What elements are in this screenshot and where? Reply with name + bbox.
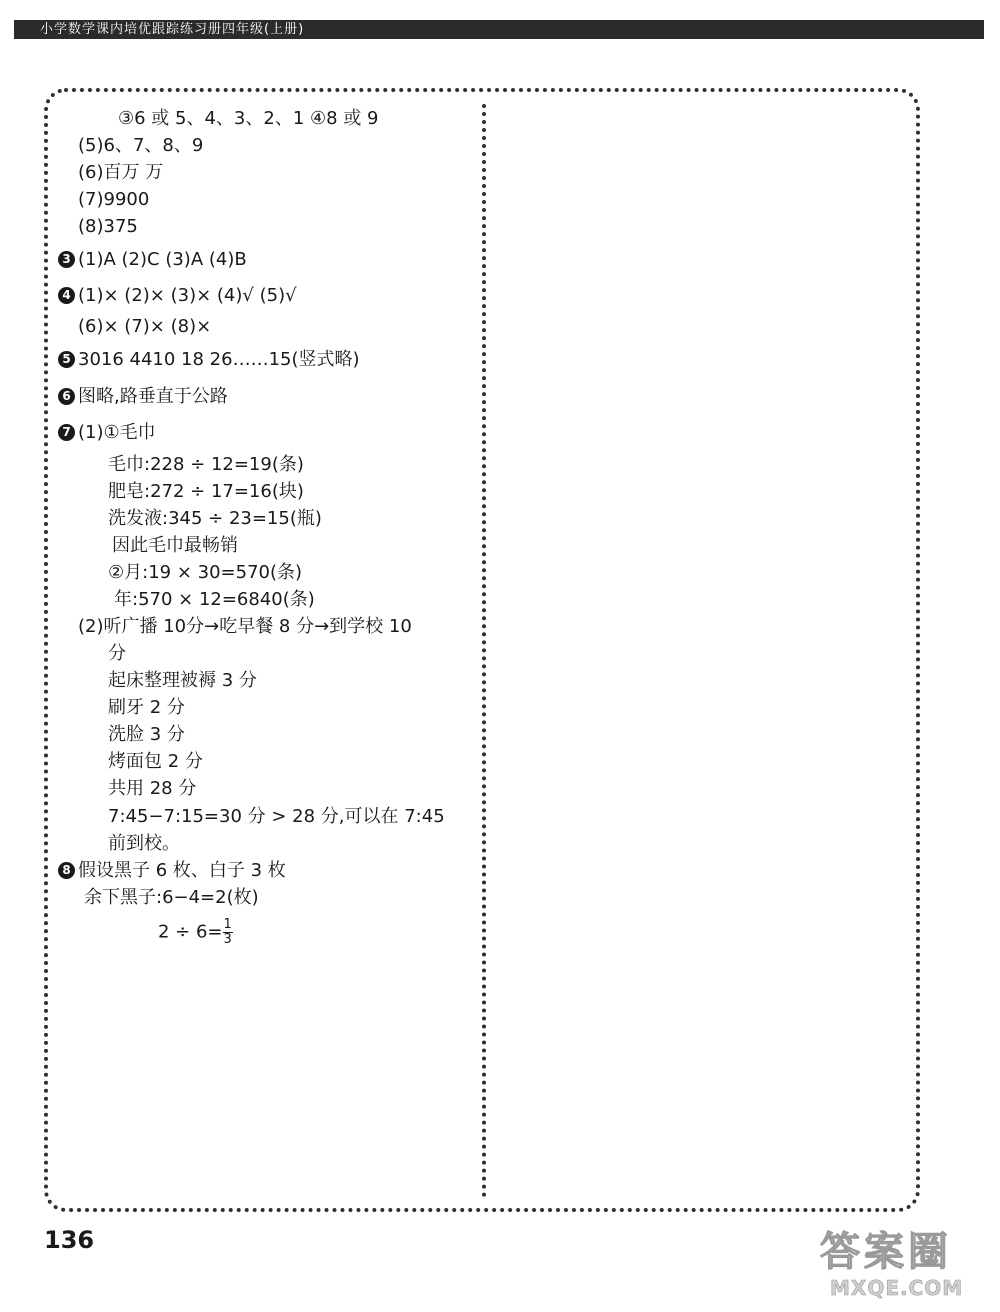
fraction-denominator: 3: [223, 932, 232, 947]
answer-text: 2 ÷ 6=: [158, 921, 223, 943]
question-number-badge: 4: [58, 287, 75, 304]
answer-line-fraction: [158, 918, 233, 947]
question-6: [58, 386, 228, 408]
answer-line: (6)百万 万: [78, 162, 164, 183]
question-8: [58, 860, 286, 882]
answer-line: 前到校。: [108, 833, 180, 854]
answer-line: (2)听广播 10分→吃早餐 8 分→到学校 10: [78, 616, 412, 637]
answer-line: 共用 28 分: [108, 778, 197, 799]
answer-line: 余下黑子:6−4=2(枚): [84, 887, 259, 908]
answer-line: 肥皂:272 ÷ 17=16(块): [108, 481, 304, 502]
question-number-badge: 6: [58, 388, 75, 405]
question-4: [58, 285, 297, 307]
question-7: [58, 422, 156, 444]
answer-line: 起床整理被褥 3 分: [108, 670, 257, 691]
question-number-badge: 8: [58, 862, 75, 879]
answer-line: (5)6、7、8、9: [78, 135, 204, 156]
answer-text: (1)A (2)C (3)A (4)B: [78, 249, 247, 270]
header-title: 小学数学课内培优跟踪练习册四年级(上册): [40, 22, 305, 37]
answer-text: 3016 4410 18 26……15(竖式略): [78, 349, 360, 370]
answer-line: ③6 或 5、4、3、2、1 ④8 或 9: [118, 108, 379, 129]
answer-line: 年:570 × 12=6840(条): [114, 589, 315, 610]
answer-line: ②月:19 × 30=570(条): [108, 562, 303, 583]
question-5: [58, 349, 360, 371]
answer-text: 假设黑子 6 枚、白子 3 枚: [78, 860, 286, 881]
fraction-numerator: 1: [223, 917, 232, 932]
fraction: [223, 918, 233, 947]
answer-text: (1)①毛巾: [78, 422, 156, 443]
answer-line: (7)9900: [78, 189, 150, 210]
answer-line: 7:45−7:15=30 分 > 28 分,可以在 7:45: [108, 806, 445, 827]
watermark-text-bottom: MXQE.COM: [830, 1276, 964, 1300]
answer-line: 因此毛巾最畅销: [112, 535, 238, 556]
answer-line: 分: [108, 643, 126, 664]
answer-text: 图略,路垂直于公路: [78, 386, 228, 407]
header-bar: [14, 20, 984, 39]
watermark-logo: [820, 1220, 992, 1302]
answer-line: (8)375: [78, 216, 138, 237]
answer-text: (1)× (2)× (3)× (4)√ (5)√: [78, 285, 297, 306]
answer-line: 洗脸 3 分: [108, 724, 185, 745]
answer-line: 毛巾:228 ÷ 12=19(条): [108, 454, 304, 475]
answer-line: 烤面包 2 分: [108, 751, 203, 772]
answer-line: (6)× (7)× (8)×: [78, 316, 212, 337]
question-number-badge: 3: [58, 251, 75, 268]
question-number-badge: 5: [58, 351, 75, 368]
answer-line: 刷牙 2 分: [108, 697, 185, 718]
watermark-text-top: 答案圈: [820, 1229, 952, 1275]
answer-line: 洗发液:345 ÷ 23=15(瓶): [108, 508, 322, 529]
question-3: [58, 249, 247, 271]
column-divider: [482, 104, 486, 1198]
page-number: 136: [44, 1226, 95, 1254]
question-number-badge: 7: [58, 424, 75, 441]
